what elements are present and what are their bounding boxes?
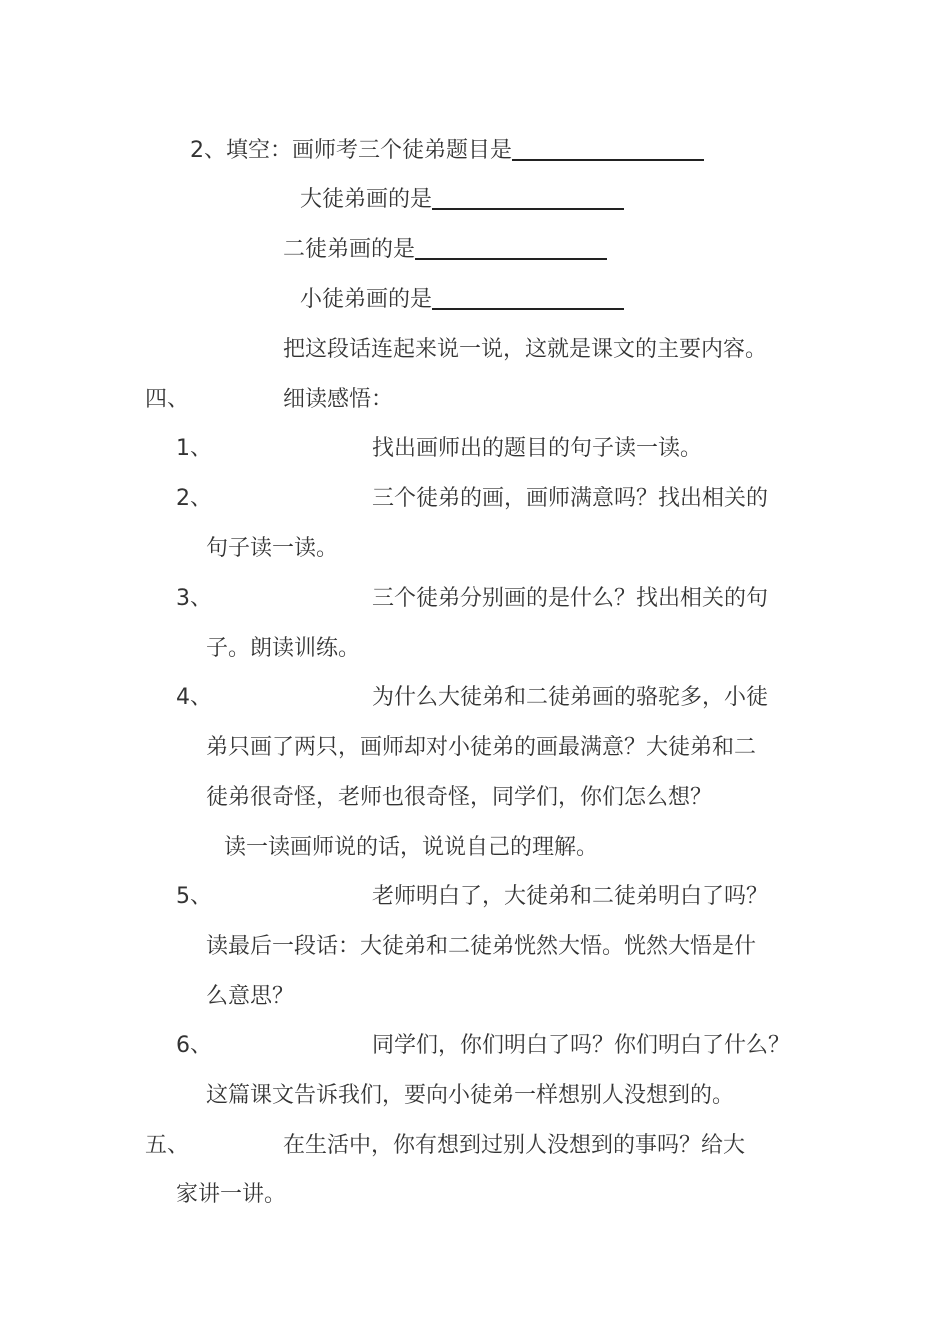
- item-5-continuation-1: 读最后一段话：大徒弟和二徒弟恍然大悟。恍然大悟是什: [206, 934, 757, 959]
- fill-in-prompt: 2、填空：画师考三个徒弟题目是: [190, 138, 512, 163]
- item-1-text: 找出画师出的题目的句子读一读。: [372, 436, 703, 461]
- item-4-text: 为什么大徒弟和二徒弟画的骆驼多，小徒: [372, 685, 769, 710]
- fill-in-label-1: 大徒弟画的是: [300, 187, 433, 212]
- section-4-title: 细读感悟：: [283, 387, 394, 412]
- section-4-number: 四、: [145, 387, 190, 412]
- answer-blank: [512, 131, 704, 161]
- fill-in-line-3: [300, 280, 624, 320]
- section-5-continuation: 家讲一讲。: [176, 1182, 287, 1207]
- section-5-number: 五、: [145, 1133, 190, 1158]
- item-2-number: 2、: [176, 486, 212, 511]
- fill-in-label-2: 二徒弟画的是: [283, 237, 416, 262]
- item-2-text: 三个徒弟的画，画师满意吗？找出相关的: [372, 486, 769, 511]
- item-4-number: 4、: [176, 685, 212, 710]
- item-1-number: 1、: [176, 436, 212, 461]
- item-4-continuation-2: 徒弟很奇怪，老师也很奇怪，同学们，你们怎么想？: [206, 785, 713, 810]
- fill-in-prompt-line: [190, 131, 704, 171]
- fill-in-summary: 把这段话连起来说一说，这就是课文的主要内容。: [283, 337, 768, 362]
- item-3-continuation: 子。朗读训练。: [206, 636, 361, 661]
- item-6-text: 同学们，你们明白了吗？你们明白了什么？: [372, 1033, 791, 1058]
- item-6-number: 6、: [176, 1033, 212, 1058]
- item-3-number: 3、: [176, 586, 212, 611]
- item-5-text: 老师明白了，大徒弟和二徒弟明白了吗？: [372, 884, 769, 909]
- item-2-continuation: 句子读一读。: [206, 536, 339, 561]
- section-5-text: 在生活中，你有想到过别人没想到的事吗？给大: [283, 1133, 746, 1158]
- item-5-continuation-2: 么意思？: [206, 984, 295, 1009]
- item-4-extra: 读一读画师说的话，说说自己的理解。: [224, 835, 599, 860]
- fill-in-label-3: 小徒弟画的是: [300, 287, 433, 312]
- fill-in-line-1: [300, 180, 624, 220]
- item-3-text: 三个徒弟分别画的是什么？找出相关的句: [372, 586, 769, 611]
- item-6-continuation: 这篇课文告诉我们，要向小徒弟一样想别人没想到的。: [206, 1083, 735, 1108]
- fill-in-line-2: [283, 230, 607, 270]
- item-5-number: 5、: [176, 884, 212, 909]
- answer-blank: [432, 180, 624, 210]
- item-4-continuation-1: 弟只画了两只，画师却对小徒弟的画最满意？大徒弟和二: [206, 735, 757, 760]
- answer-blank: [432, 280, 624, 310]
- answer-blank: [415, 230, 607, 260]
